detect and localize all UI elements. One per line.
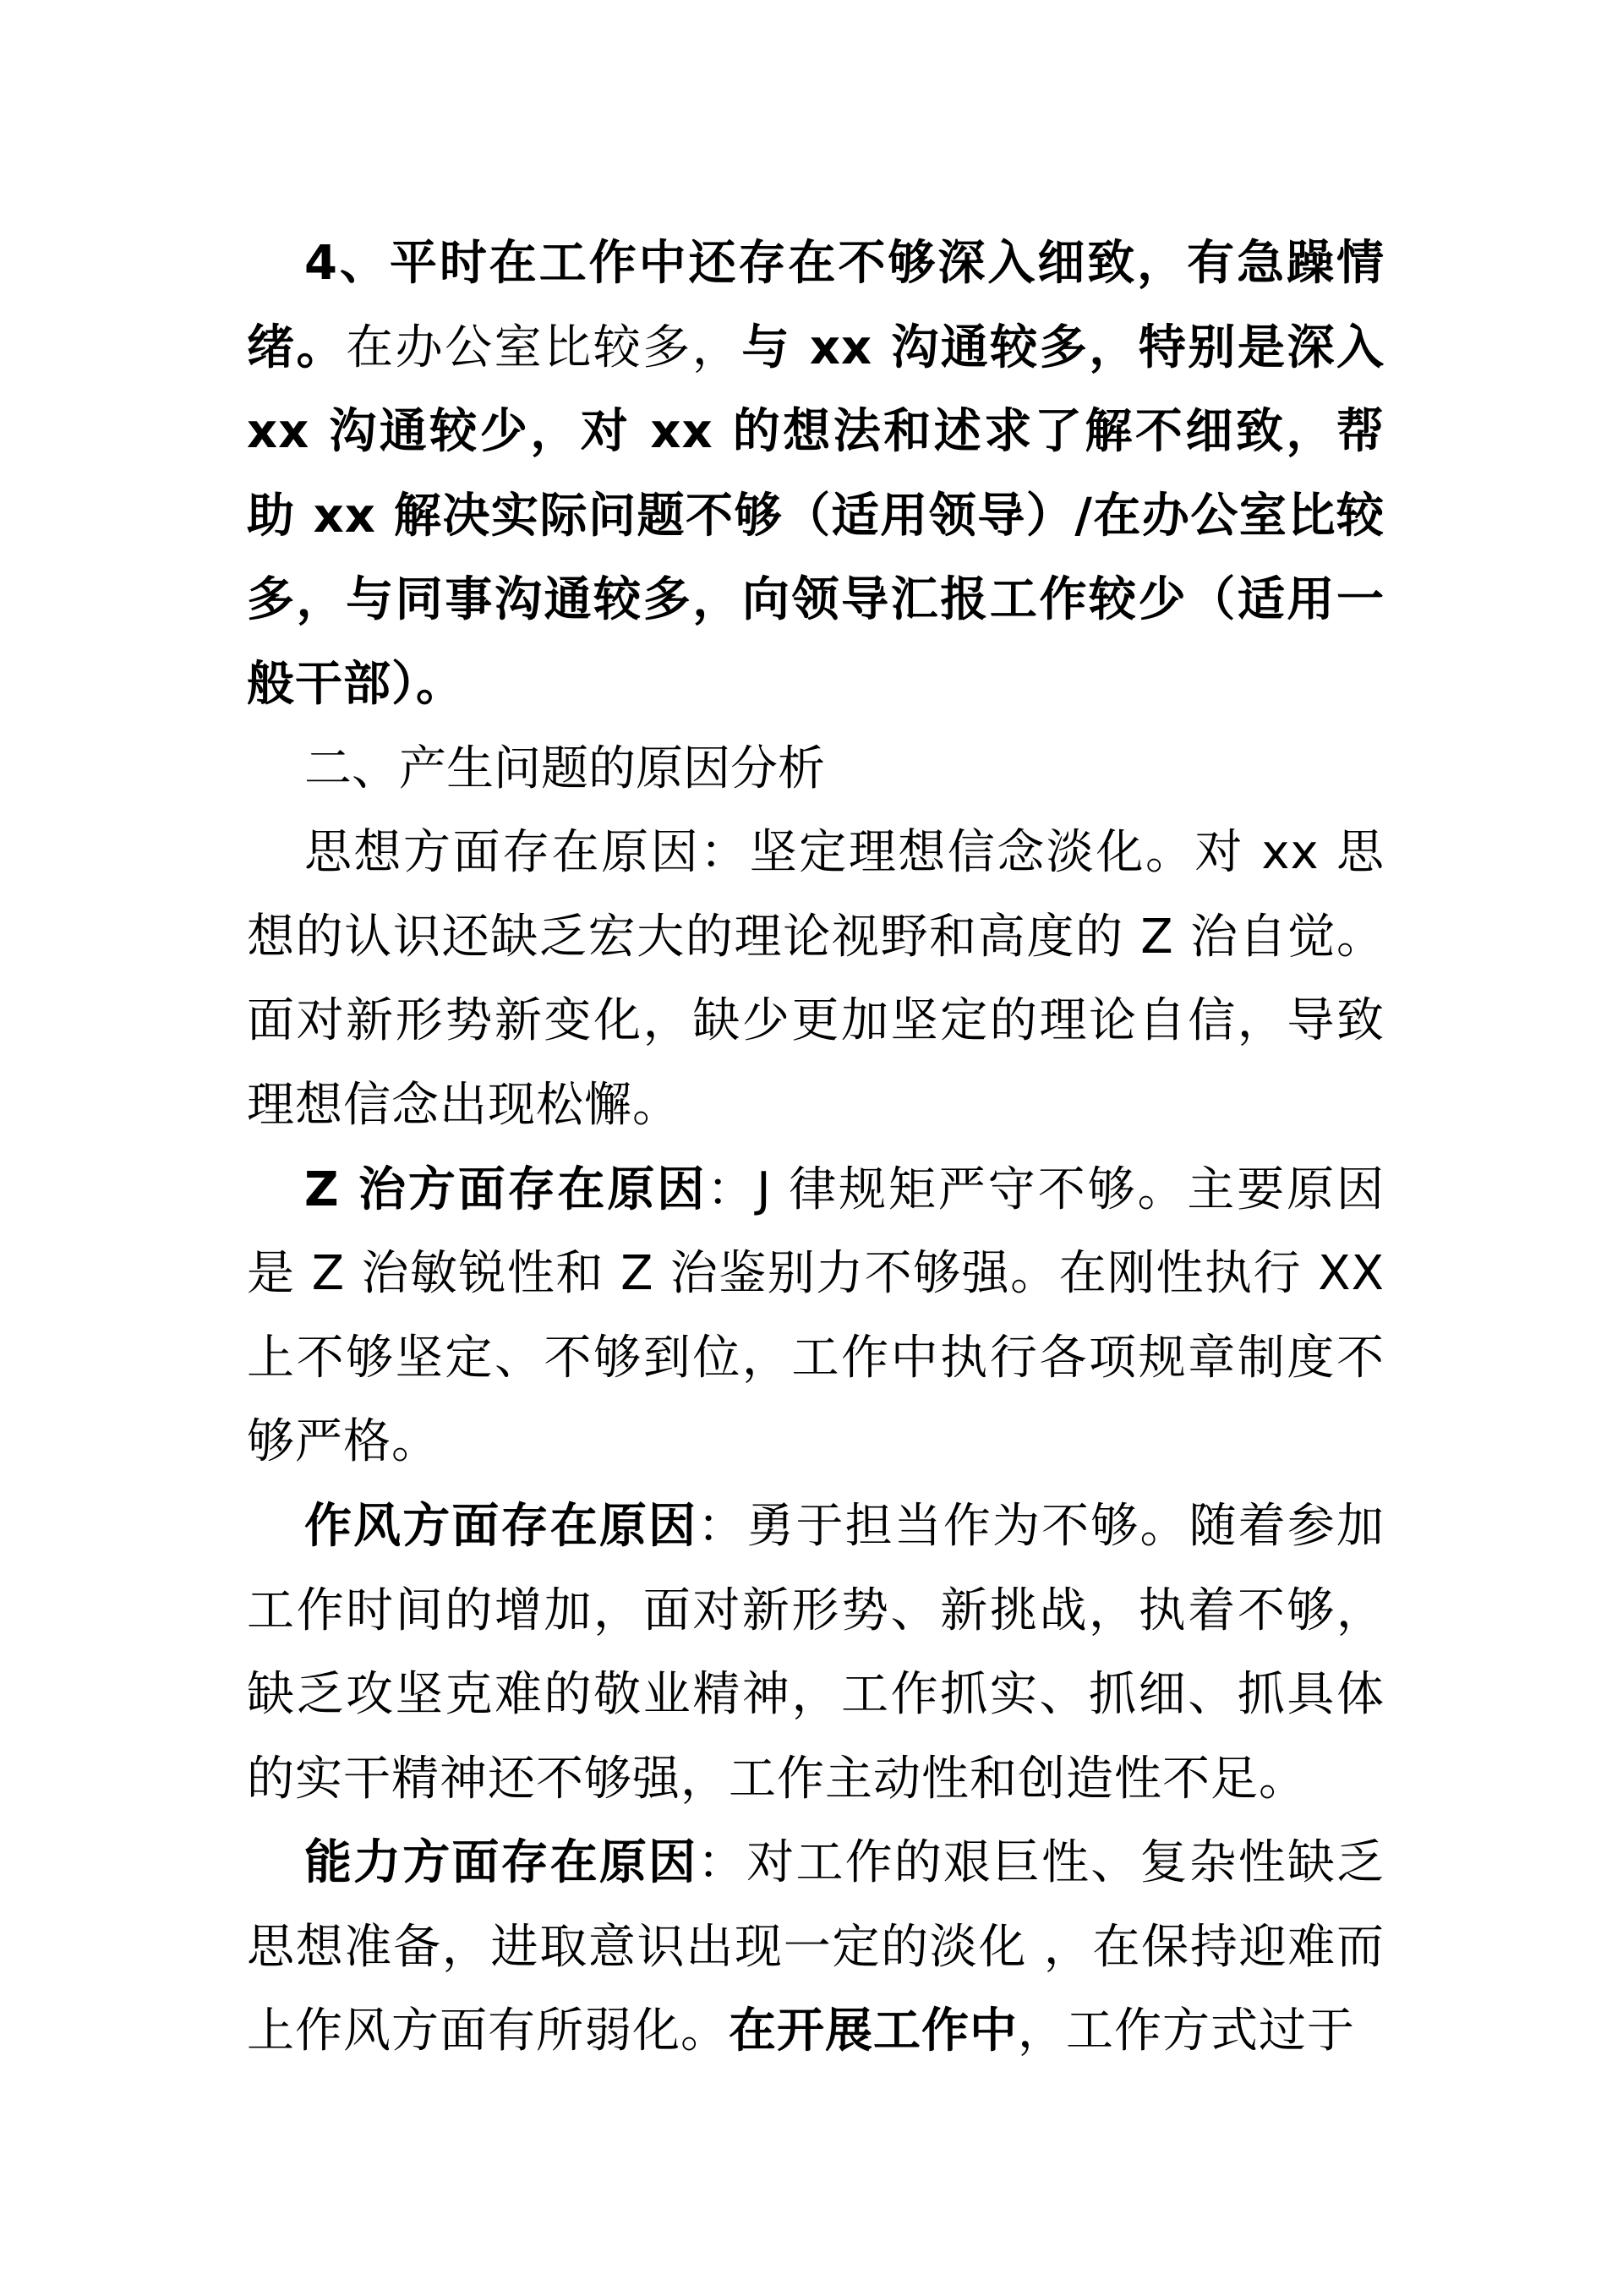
document-page bbox=[247, 221, 1385, 2074]
section-heading: 二、产生问题的原因分析 bbox=[304, 741, 825, 796]
paragraph-ability-cause bbox=[247, 1821, 1385, 2074]
item-4-bold: 与 xx 沟通较多，特别是深入 xx 沟通较少，对 xx 的想法和述求了解不细致，帮助 xx 解决实际问题不够（适用领导）/在办公室比较多，与同事沟通较多，向领导汇报工作较少（适用一般干部）。 bbox=[247, 320, 1385, 712]
ability-cause-text: ：对工作的艰巨性、复杂性缺乏思想准备，进取意识出现一定的淡化 ，在保持迎难而上作风方面有所弱化。 bbox=[247, 1835, 1385, 2059]
paragraph-political-cause bbox=[247, 1148, 1385, 1484]
style-cause-text: ：勇于担当作为不够。随着参加工作时间的增加，面对新形势、新挑战，执着不够，缺乏攻坚克难的敬业精神，工作抓实、抓细、抓具体的实干精神还不够强，工作主动性和创造性不足。 bbox=[247, 1498, 1385, 1807]
paragraph-item-4 bbox=[247, 221, 1385, 727]
style-cause-label: 作风方面存在原因 bbox=[304, 1498, 698, 1554]
political-cause-text: ：J 律规矩严守不够。主要原因是 Z 治敏锐性和 Z 治鉴别力不够强。在刚性执行 XX 上不够坚定、不够到位，工作中执行各项规章制度不够严格。 bbox=[247, 1162, 1385, 1470]
paragraph-style-cause bbox=[247, 1484, 1385, 1821]
ability-cause-label: 能力方面存在原因 bbox=[304, 1835, 698, 1891]
ability-cause-text-tail: ，工作方式过于 bbox=[1018, 2004, 1355, 2059]
paragraph-thought-cause: 思想方面存在原因：坚定理想信念淡化。对 xx 思想的认识还缺乏宏大的理论视野和高度的 Z 治自觉。面对新形势新变化，缺少更加坚定的理论自信，导致理想信念出现松懈。 bbox=[247, 825, 1385, 1133]
ability-cause-bold-phrase: 在开展工作中 bbox=[729, 2004, 1018, 2059]
item-4-lead: 4、平时在工作中还存在不够深入细致，有急躁情绪。 bbox=[247, 236, 1385, 375]
item-4-plain: 在办公室比较多， bbox=[346, 320, 742, 375]
political-cause-label: Z 治方面存在原因 bbox=[304, 1162, 708, 1217]
